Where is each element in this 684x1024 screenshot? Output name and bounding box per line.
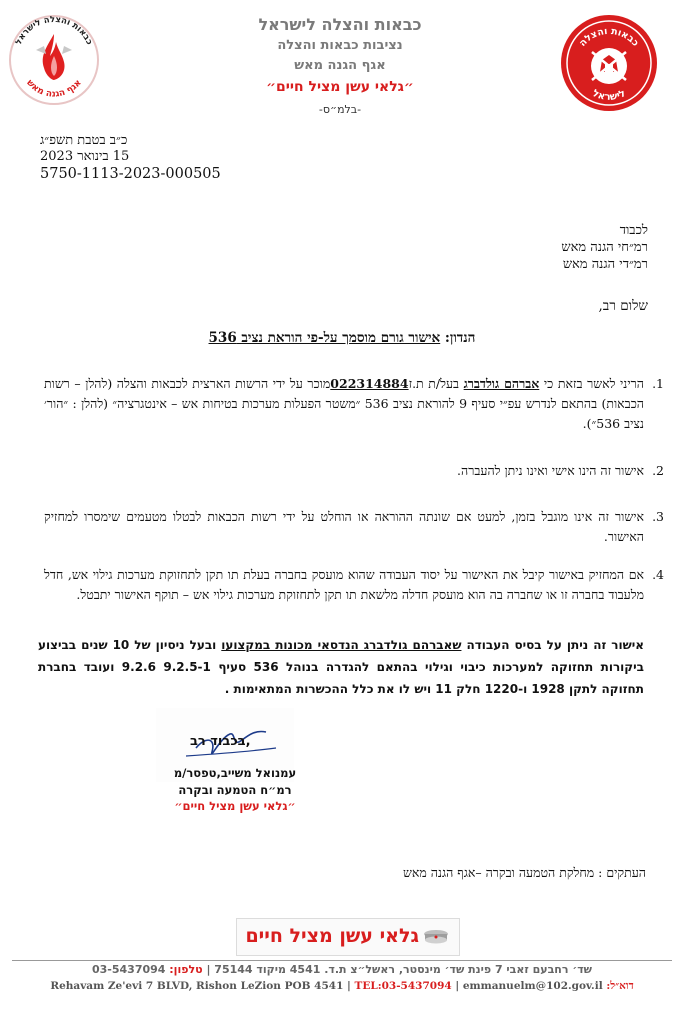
footer-phone-label: טלפון: <box>169 963 207 976</box>
footer-tel-en: TEL:03-5437094 <box>354 980 452 992</box>
paragraph-number: 2. <box>652 463 664 478</box>
signer-name: עמנואל משייב,טפסר/מ <box>173 766 297 780</box>
gregorian-date: 15 בינואר 2023 <box>40 149 130 164</box>
commission-name: נציבות כבאות והצלה <box>277 38 403 53</box>
signature-regards: בכבוד רב, <box>190 734 251 749</box>
footer-address-he: שד׳ רחבעם זאבי 7 פינת שד׳ מינסטר, ראשל״צ ת.ד. 4541 מיקוד 75144 | <box>206 963 593 976</box>
final-note-text: אישור זה ניתן על בסיס העבודה <box>461 638 644 652</box>
org-name: כבאות והצלה לישראל <box>258 15 422 34</box>
right-logo-bottom-text: לישראל <box>590 88 628 103</box>
paragraph-text: אם המחזיק באישור קיבל את האישור על יסוד העבודה שהוא מועסק בחברה בעלת תו תקן לתחזוקת מערכות גילוי אש, חדל מלעבוד בחברה זו או שחברה בה הוא מועסק חדלה מלשאת תו תקן לתחזוקת מערכות גילוי אש – תוקף האישור יתבטל. <box>44 567 644 602</box>
subject-text: אישור גורם מוסמך על-פי הוראת נציב 536 <box>208 330 441 346</box>
paragraph-text: אישור זה הינו אישי ואינו ניתן להעברה. <box>457 463 644 478</box>
recipient-line1: רמ״חי הגנה מאש <box>561 240 648 255</box>
letterhead <box>190 14 490 120</box>
left-logo <box>6 6 102 110</box>
footer-email-label: :דוא״ל <box>602 980 634 992</box>
header-slogan: ״גלאי עשן מציל חיים״ <box>266 79 414 95</box>
paragraph-4 <box>44 565 664 605</box>
paragraph-number: 3. <box>652 509 664 524</box>
department-name: אגף הגנה מאש <box>294 58 386 73</box>
paragraph-3 <box>44 507 664 547</box>
right-logo <box>558 12 660 114</box>
paragraph-2 <box>44 461 664 481</box>
right-logo-top-text: כבאות והצלה <box>577 25 641 49</box>
footer-email[interactable]: emmanuelm@102.gov.il <box>462 980 603 992</box>
hebrew-date: כ״ב בטבת תשפ״ג <box>40 133 128 148</box>
holder-name: אברהם גולדברג <box>463 376 540 391</box>
paragraph-text: אישור זה אינו מוגבל בזמן, למעט אם שונתה ההוראה או הוחלט על ידי רשות הכבאות לבטלו מטעמים שימסרו למחזיק האישור. <box>44 509 644 544</box>
recipients <box>348 222 648 273</box>
left-logo-icon <box>6 6 102 110</box>
signature-slogan: ״גלאי עשן מציל חיים״ <box>174 799 296 813</box>
paragraph-number: 4. <box>652 567 664 582</box>
copies-line: העתקים : מחלקת הטמעה ובקרה –אגף הגנה מאש <box>403 865 646 880</box>
footer-english <box>0 980 684 992</box>
footer-divider <box>12 960 672 961</box>
final-note-text: ובעל ניסיון של 10 שנים בביצוע ביקורות תחזוקה למערכות כיבוי וגילוי בהתאם להגדרה בנוהל 536 סעיף 9.2.5-1 9.2.6 ועובד בחברת תחזוקה לתקן 1928 ו-1220 חלק 11 ויש לו את כלל ההכשרות המתאימות . <box>38 638 644 696</box>
banner-text: גלאי עשן מציל חיים <box>245 925 419 947</box>
holder-id: 022314884 <box>330 376 409 391</box>
paragraph-number: 1. <box>652 376 664 391</box>
reference-number: 5750-1113-2023-000505 <box>40 166 221 182</box>
footer-phone: 03-5437094 <box>91 963 170 976</box>
footer-address-en: Rehavam Ze'evi 7 BLVD, Rishon LeZion POB 4541 | <box>50 980 355 992</box>
paragraph-text: בעל/ת ת.ז <box>408 376 464 391</box>
subject-line <box>0 330 684 346</box>
right-logo-icon <box>558 12 660 114</box>
left-logo-ring-text: כבאות והצלה לישראל <box>13 14 95 47</box>
paragraph-text: מוכר על ידי הרשות הארצית לכבאות והצלה (להלן – רשות הכבאות) בהתאם לנדרש עפ״י סעיף 9 להוראת נציב 536 ״משטר הפעלות מערכות בטיחות אש – אינטגרציה״ (להלן : ״הור׳ נציב 536״). <box>44 376 645 431</box>
signature-block <box>150 765 320 799</box>
paragraph-1 <box>44 374 664 434</box>
classification: -בלמ״ס- <box>318 103 362 116</box>
recipient-to: לכבוד <box>619 223 648 238</box>
subject-label: הנדון: <box>444 330 476 346</box>
signer-title: רמ״ח הטמעה ובקרה <box>178 783 292 797</box>
smoke-detector-icon <box>423 928 449 946</box>
left-logo-bottom-text: אגף הגנה מאש <box>24 78 84 100</box>
recipient-line2: רמ״די הגנה מאש <box>562 257 648 272</box>
footer-hebrew <box>0 963 684 976</box>
date-block <box>40 133 260 182</box>
footer-sep: | <box>451 980 463 992</box>
final-note <box>38 634 644 700</box>
greeting: שלום רב, <box>598 298 648 314</box>
paragraph-text: הריני לאשר בזאת כי <box>539 376 644 391</box>
slogan-banner <box>236 918 460 956</box>
final-note-underlined: שאברהם גולדברג הנדסאי מכונות במקצועו <box>221 638 462 652</box>
